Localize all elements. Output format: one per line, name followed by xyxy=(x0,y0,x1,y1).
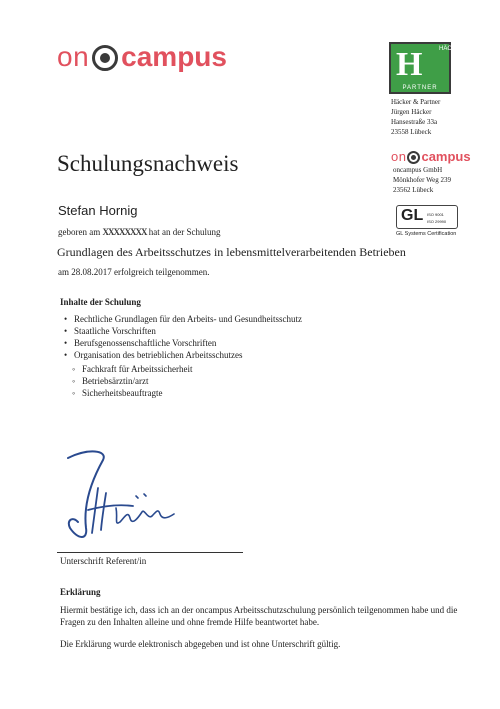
logo-text-campus: campus xyxy=(121,41,227,72)
logo-c-icon xyxy=(407,151,420,164)
iso-label: ISO 29990 xyxy=(427,219,447,224)
address-line: Jürgen Häcker xyxy=(391,108,432,116)
participant-name: Stefan Hornig xyxy=(58,203,138,218)
topics-list xyxy=(64,313,302,361)
oncampus-small-logo xyxy=(391,149,471,164)
logo-text-on: on xyxy=(391,149,407,164)
address-line: Hansestraße 33a xyxy=(391,118,438,126)
declaration-note: Die Erklärung wurde elektronisch abgegeben und ist ohne Unterschrift gültig. xyxy=(60,639,341,649)
list-item: • Berufsgenossenschaftliche Vorschriften xyxy=(64,337,302,349)
address-line: Häcker & Partner xyxy=(391,98,441,106)
gl-caption: GL Systems Certification xyxy=(396,231,457,237)
course-title: Grundlagen des Arbeitsschutzes in lebensmittelverarbeitenden Betrieben xyxy=(57,245,406,259)
born-suffix: hat an der Schulung xyxy=(148,227,221,237)
oncampus-address xyxy=(393,165,451,195)
haecker-partner-logo xyxy=(389,42,465,94)
list-item: • Staatliche Vorschriften xyxy=(64,325,302,337)
declaration-text: Hiermit bestätige ich, dass ich an der oncampus Arbeitsschutzschulung persönlich teilgenommen habe und die Fragen zu den Inhalten alleine und ohne fremde Hilfe beantwortet habe. xyxy=(60,605,458,627)
logo-text-on: on xyxy=(57,41,90,72)
topics-sublist xyxy=(72,363,192,399)
born-prefix: geboren am xyxy=(58,227,101,237)
declaration-heading: Erklärung xyxy=(60,587,101,597)
handwritten-signature xyxy=(48,448,198,548)
iso-label: ISO 9001 xyxy=(427,212,444,217)
signature-caption: Unterschrift Referent/in xyxy=(60,556,147,566)
list-item: • Rechtliche Grundlagen für den Arbeits- und Gesundheitsschutz xyxy=(64,313,302,325)
gl-mark: GL xyxy=(401,207,424,224)
gl-certification-badge xyxy=(396,205,458,229)
address-line: Mönkhofer Weg 239 xyxy=(393,176,452,184)
oncampus-logo xyxy=(57,40,227,74)
birth-line xyxy=(58,227,220,237)
logo-c-icon xyxy=(92,45,118,71)
address-line: 23558 Lübeck xyxy=(391,128,432,136)
list-item: ◦ Betriebsärztin/arzt xyxy=(72,375,192,387)
list-item: ◦ Sicherheitsbeauftragte xyxy=(72,387,192,399)
address-line: 23562 Lübeck xyxy=(393,186,434,194)
address-line: oncampus GmbH xyxy=(393,166,443,174)
signature-line xyxy=(57,552,243,553)
partner-address xyxy=(391,97,440,137)
list-item: ◦ Fachkraft für Arbeitssicherheit xyxy=(72,363,192,375)
topics-heading: Inhalte der Schulung xyxy=(60,297,141,307)
document-title: Schulungsnachweis xyxy=(57,151,239,176)
completion-line: am 28.08.2017 erfolgreich teilgenommen. xyxy=(58,267,210,277)
logo-partner-text: PARTNER xyxy=(402,85,438,91)
list-item: • Organisation des betrieblichen Arbeitsschutzes xyxy=(64,349,302,361)
logo-vertical-text: HÄCKER xyxy=(439,46,465,52)
logo-text-campus: campus xyxy=(421,149,471,164)
logo-letter: H xyxy=(396,46,423,83)
redacted-birthdate: XXXXXXXX xyxy=(102,227,147,237)
